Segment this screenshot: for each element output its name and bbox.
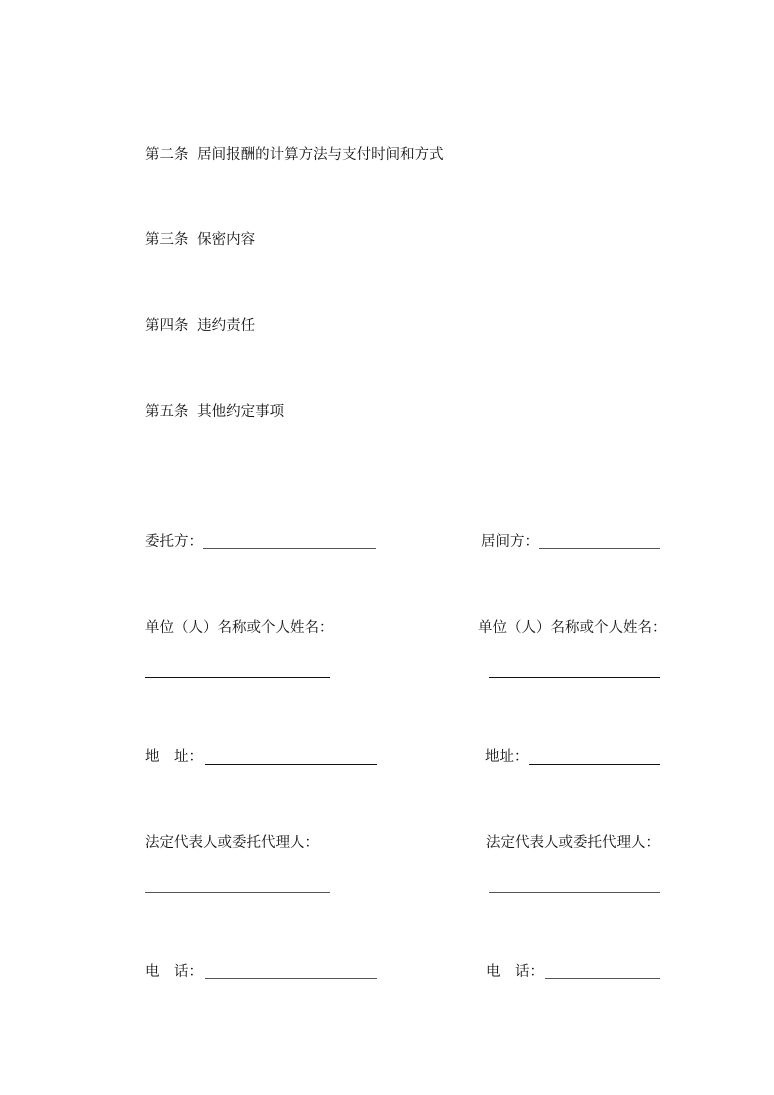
broker-phone-label: 电 话： (486, 964, 544, 980)
client-party-signature-line[interactable] (203, 548, 376, 549)
client-party-label: 委托方： (145, 534, 203, 550)
article-5 (145, 403, 284, 421)
client-phone-label: 电 话： (145, 964, 203, 980)
article-title: 其他约定事项 (197, 404, 285, 420)
broker-unit-label: 单位（人）名称或个人姓名： (478, 620, 667, 636)
broker-rep-line[interactable] (489, 892, 660, 893)
article-title: 保密内容 (197, 232, 256, 248)
broker-party-label: 居间方： (481, 534, 539, 550)
article-number: 第四条 (145, 318, 189, 334)
broker-unit-line[interactable] (489, 677, 660, 678)
article-number: 第五条 (145, 404, 189, 420)
article-4 (145, 317, 255, 335)
broker-phone-line[interactable] (545, 978, 660, 979)
client-phone-line[interactable] (205, 978, 377, 979)
broker-rep-label: 法定代表人或委托代理人： (486, 835, 660, 851)
article-2 (145, 146, 444, 164)
article-number: 第三条 (145, 232, 189, 248)
client-unit-label: 单位（人）名称或个人姓名： (145, 620, 334, 636)
article-3 (145, 231, 255, 249)
article-title: 违约责任 (197, 318, 256, 334)
broker-party-signature-line[interactable] (539, 548, 660, 549)
client-address-label: 地 址： (145, 749, 203, 765)
article-title: 居间报酬的计算方法与支付时间和方式 (197, 147, 444, 163)
client-unit-line[interactable] (145, 677, 330, 678)
article-number: 第二条 (145, 147, 189, 163)
client-rep-line[interactable] (145, 892, 330, 893)
client-rep-label: 法定代表人或委托代理人： (145, 835, 319, 851)
broker-address-label: 地址： (485, 749, 529, 765)
broker-address-line[interactable] (529, 764, 660, 765)
client-address-line[interactable] (205, 764, 377, 765)
